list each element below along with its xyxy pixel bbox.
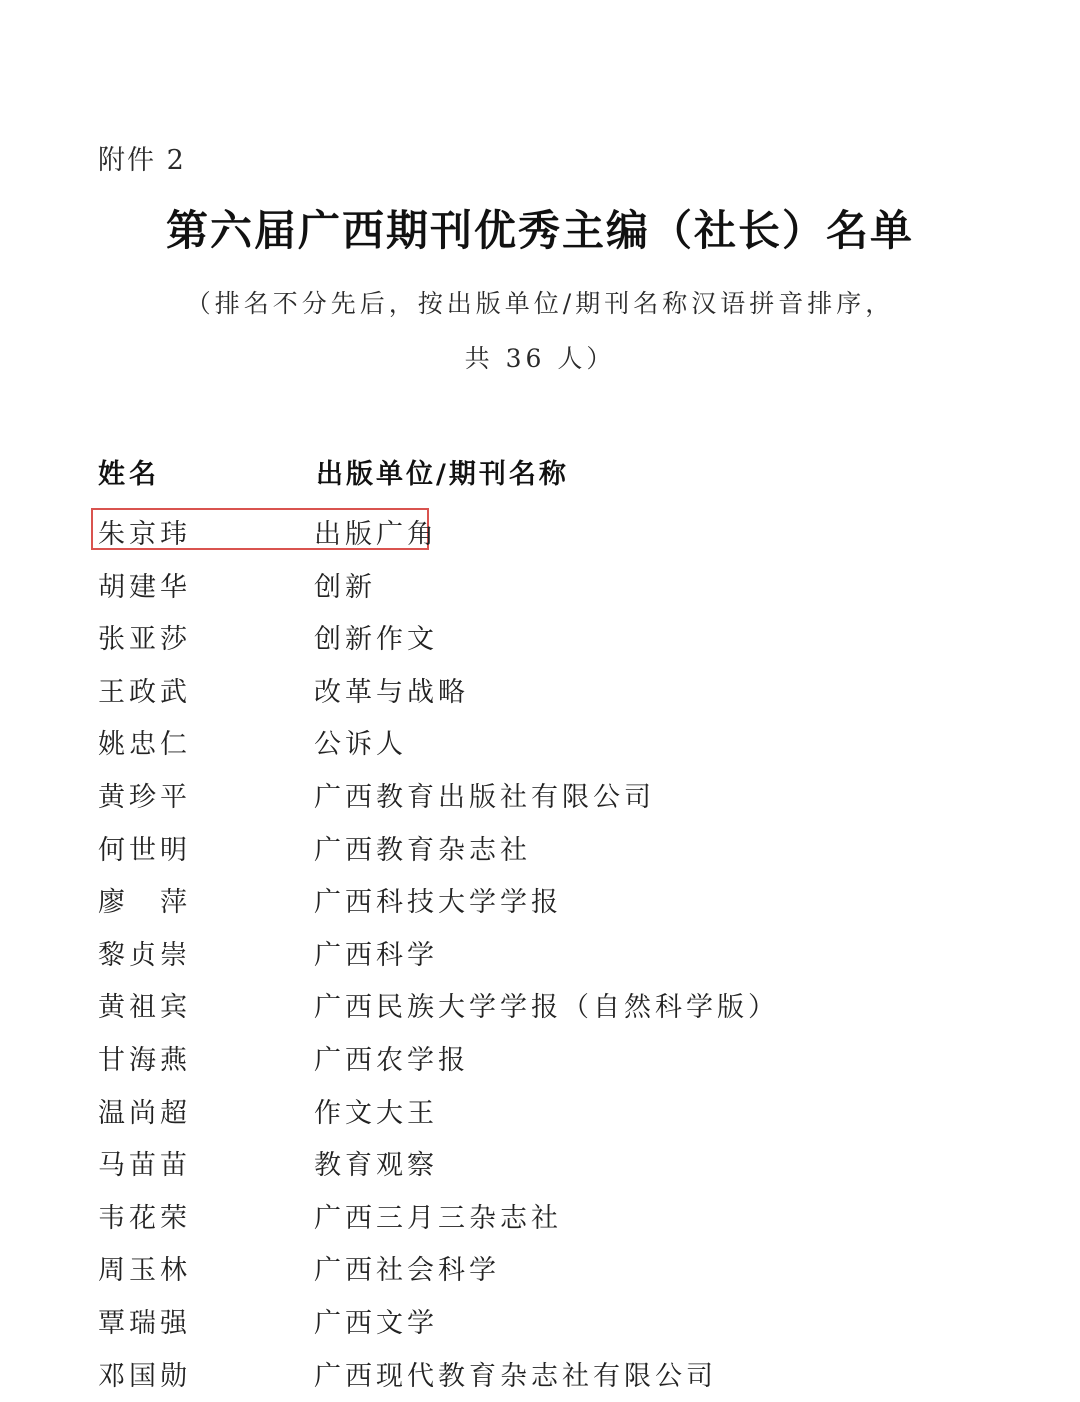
row-unit: 创新作文 [314, 624, 438, 656]
row-name: 廖 萍 [98, 887, 191, 919]
table-row [98, 559, 998, 612]
row-name: 甘海燕 [98, 1044, 191, 1076]
row-unit: 广西文学 [314, 1307, 438, 1339]
table-row [98, 822, 998, 875]
row-unit: 广西三月三杂志社 [314, 1202, 562, 1234]
row-unit: 教育观察 [314, 1150, 438, 1182]
row-name: 周玉林 [98, 1255, 191, 1287]
table-row [98, 769, 998, 822]
subtitle-line-2: 共 36 人） [464, 344, 616, 373]
attachment-label: 附件 2 [98, 145, 186, 176]
row-unit: 出版广角 [314, 519, 438, 550]
row-unit: 广西科学 [314, 939, 438, 971]
table-row [98, 1137, 998, 1190]
row-unit: 公诉人 [314, 729, 407, 761]
row-unit: 创新 [314, 571, 376, 603]
subtitle-line-1: （排名不分先后，按出版单位/期刊名称汉语拼音排序， [185, 289, 895, 318]
table-row [98, 1190, 998, 1243]
row-unit: 广西社会科学 [314, 1255, 500, 1287]
row-name: 胡建华 [98, 571, 191, 603]
row-unit: 改革与战略 [314, 676, 469, 708]
row-unit: 广西农学报 [314, 1044, 469, 1076]
header-name: 姓名 [98, 459, 160, 490]
row-name: 黄祖宾 [98, 992, 191, 1024]
row-name: 朱京玮 [98, 519, 191, 550]
table-header [98, 452, 998, 492]
table-row [98, 611, 998, 664]
row-name: 韦花荣 [98, 1202, 191, 1234]
row-name: 马苗苗 [98, 1150, 191, 1182]
table-row [98, 716, 998, 769]
row-name: 覃瑞强 [98, 1307, 191, 1339]
row-unit: 广西教育出版社有限公司 [314, 781, 655, 813]
row-unit: 广西现代教育杂志社有限公司 [314, 1360, 717, 1392]
header-unit: 出版单位/期刊名称 [316, 459, 569, 490]
table-row [98, 1242, 998, 1295]
document-title: 第六届广西期刊优秀主编（社长）名单 [165, 206, 914, 255]
row-unit: 作文大王 [314, 1097, 438, 1129]
table-body [98, 506, 998, 1400]
table-row [98, 874, 998, 927]
row-unit: 广西民族大学学报（自然科学版） [314, 992, 779, 1024]
row-name: 黄珍平 [98, 781, 191, 813]
row-unit: 广西教育杂志社 [314, 834, 531, 866]
table-row [98, 1348, 998, 1401]
table-row [98, 927, 998, 980]
table-row [98, 1295, 998, 1348]
row-name: 邓国勋 [98, 1360, 191, 1392]
table-row [98, 1085, 998, 1138]
table-row [98, 664, 998, 717]
table-row [98, 506, 998, 559]
row-name: 王政武 [98, 676, 191, 708]
row-name: 黎贞崇 [98, 939, 191, 971]
row-name: 姚忠仁 [98, 729, 191, 761]
table-row [98, 1032, 998, 1085]
row-name: 张亚莎 [98, 624, 191, 656]
row-name: 温尚超 [98, 1097, 191, 1129]
row-name: 何世明 [98, 834, 191, 866]
row-unit: 广西科技大学学报 [314, 887, 562, 919]
table-row [98, 979, 998, 1032]
